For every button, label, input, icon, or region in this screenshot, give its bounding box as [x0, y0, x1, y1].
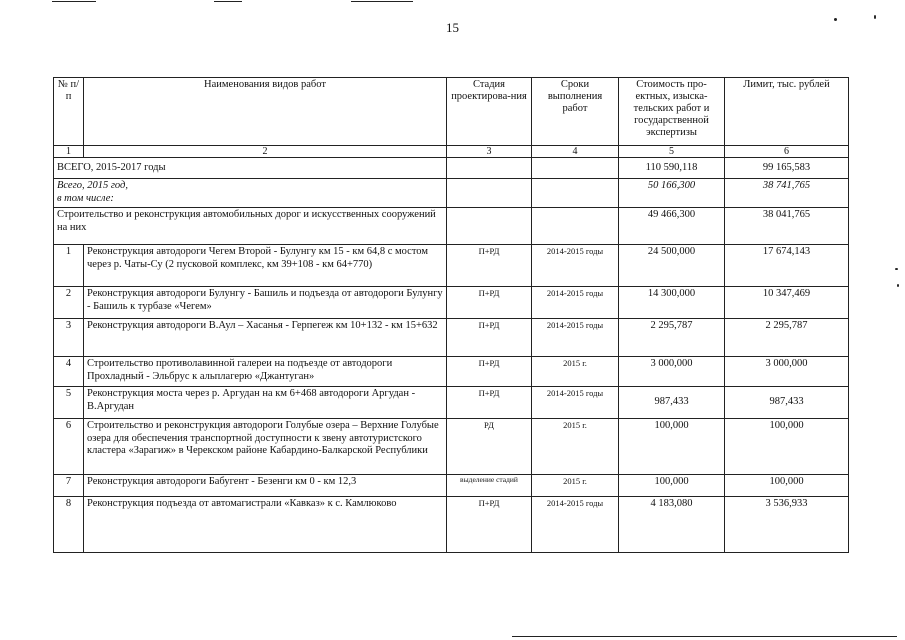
total-stage	[447, 158, 532, 179]
row-cost: 100,000	[619, 475, 725, 497]
year-label-cell	[54, 179, 447, 208]
row-term: 2014-2015 годы	[532, 319, 619, 357]
row-limit: 100,000	[725, 419, 849, 475]
row-stage: П+РД	[447, 287, 532, 319]
row-name: Реконструкция автодороги Чегем Второй - Булунгу км 15 - км 64,8 с мостом через р. Чаты-Су (2 пусковой комплекс, км 39+108 - км 64+770)	[84, 245, 447, 287]
header-term: Сроки выполнения работ	[532, 78, 619, 146]
table-row	[54, 245, 849, 287]
scan-speck	[874, 15, 876, 19]
column-number: 6	[725, 146, 849, 158]
row-term: 2014-2015 годы	[532, 287, 619, 319]
total-term	[532, 158, 619, 179]
section-stage	[447, 208, 532, 245]
section-row	[54, 208, 849, 245]
row-number: 8	[54, 497, 84, 553]
section-cost: 49 466,300	[619, 208, 725, 245]
row-cost: 987,433	[619, 387, 725, 419]
row-term: 2015 г.	[532, 419, 619, 475]
total-cost: 110 590,118	[619, 158, 725, 179]
row-term: 2014-2015 годы	[532, 387, 619, 419]
header-cost: Стоимость про-ектных, изыска-тельских работ и государственной экспертизы	[619, 78, 725, 146]
column-number-row	[54, 146, 849, 158]
row-number: 4	[54, 357, 84, 387]
row-limit: 3 536,933	[725, 497, 849, 553]
row-number: 3	[54, 319, 84, 357]
column-number: 5	[619, 146, 725, 158]
works-table	[53, 77, 849, 553]
column-number: 3	[447, 146, 532, 158]
scan-line-bottom	[512, 636, 897, 637]
row-term: 2015 г.	[532, 475, 619, 497]
row-stage: П+РД	[447, 245, 532, 287]
row-stage: П+РД	[447, 387, 532, 419]
total-row	[54, 158, 849, 179]
column-number: 1	[54, 146, 84, 158]
row-limit: 100,000	[725, 475, 849, 497]
year-limit: 38 741,765	[725, 179, 849, 208]
column-number: 2	[84, 146, 447, 158]
row-name: Строительство противолавинной галереи на подъезде от автодороги Прохладный - Эльбрус к альплагерю «Джантуган»	[84, 357, 447, 387]
scan-line-top-right	[351, 1, 413, 2]
row-term: 2014-2015 годы	[532, 245, 619, 287]
column-number: 4	[532, 146, 619, 158]
year-sublabel: в том числе:	[57, 192, 114, 204]
row-name: Реконструкция автодороги Булунгу - Башиль и подъезда от автодороги Булунгу - Башиль к турбазе «Чегем»	[84, 287, 447, 319]
table-row	[54, 387, 849, 419]
scan-line-top-left	[52, 1, 96, 2]
row-number: 6	[54, 419, 84, 475]
row-number: 5	[54, 387, 84, 419]
header-limit: Лимит, тыс. рублей	[725, 78, 849, 146]
header-stage: Стадия проектирова-ния	[447, 78, 532, 146]
row-number: 7	[54, 475, 84, 497]
row-name: Реконструкция автодороги Бабугент - Безенги км 0 - км 12,3	[84, 475, 447, 497]
year-row	[54, 179, 849, 208]
section-label: Строительство и реконструкция автомобильных дорог и искусственных сооружений на них	[54, 208, 447, 245]
year-stage	[447, 179, 532, 208]
section-term	[532, 208, 619, 245]
row-name: Реконструкция моста через р. Аргудан на км 6+468 автодороги Аргудан - В.Аргудан	[84, 387, 447, 419]
header-number: № п/п	[54, 78, 84, 146]
row-cost: 4 183,080	[619, 497, 725, 553]
row-limit: 10 347,469	[725, 287, 849, 319]
row-term: 2014-2015 годы	[532, 497, 619, 553]
row-limit: 2 295,787	[725, 319, 849, 357]
scan-speck	[834, 18, 837, 21]
row-cost: 100,000	[619, 419, 725, 475]
header-name: Наименования видов работ	[84, 78, 447, 146]
year-label: Всего, 2015 год,	[57, 180, 128, 191]
row-stage: П+РД	[447, 319, 532, 357]
scan-line-top-mid	[214, 1, 242, 2]
section-limit: 38 041,765	[725, 208, 849, 245]
scan-speck	[897, 284, 899, 287]
row-cost: 3 000,000	[619, 357, 725, 387]
row-number: 2	[54, 287, 84, 319]
row-limit: 987,433	[725, 387, 849, 419]
table-row	[54, 287, 849, 319]
row-term: 2015 г.	[532, 357, 619, 387]
row-stage: РД	[447, 419, 532, 475]
row-stage: П+РД	[447, 497, 532, 553]
year-cost: 50 166,300	[619, 179, 725, 208]
row-cost: 24 500,000	[619, 245, 725, 287]
page-number: 15	[446, 20, 459, 35]
row-name: Строительство и реконструкция автодороги Голубые озера – Верхние Голубые озера для обеспечения транспортной доступности к звену автотуристского кластера «Зарагиж» в Черекском районе Кабардино-Балкарской Республики	[84, 419, 447, 475]
table-row	[54, 319, 849, 357]
row-name: Реконструкция автодороги В.Аул – Хасанья - Герпегеж км 10+132 - км 15+632	[84, 319, 447, 357]
year-term	[532, 179, 619, 208]
row-name: Реконструкция подъезда от автомагистрали «Кавказ» к с. Камлюково	[84, 497, 447, 553]
row-limit: 17 674,143	[725, 245, 849, 287]
row-stage: выделение стадий	[447, 475, 532, 497]
row-cost: 2 295,787	[619, 319, 725, 357]
row-stage: П+РД	[447, 357, 532, 387]
row-cost: 14 300,000	[619, 287, 725, 319]
header-row	[54, 78, 849, 146]
total-limit: 99 165,583	[725, 158, 849, 179]
table-row	[54, 357, 849, 387]
table-row	[54, 475, 849, 497]
total-label: ВСЕГО, 2015-2017 годы	[54, 158, 447, 179]
row-limit: 3 000,000	[725, 357, 849, 387]
table-row	[54, 497, 849, 553]
scan-speck	[895, 268, 898, 270]
row-number: 1	[54, 245, 84, 287]
table-row	[54, 419, 849, 475]
